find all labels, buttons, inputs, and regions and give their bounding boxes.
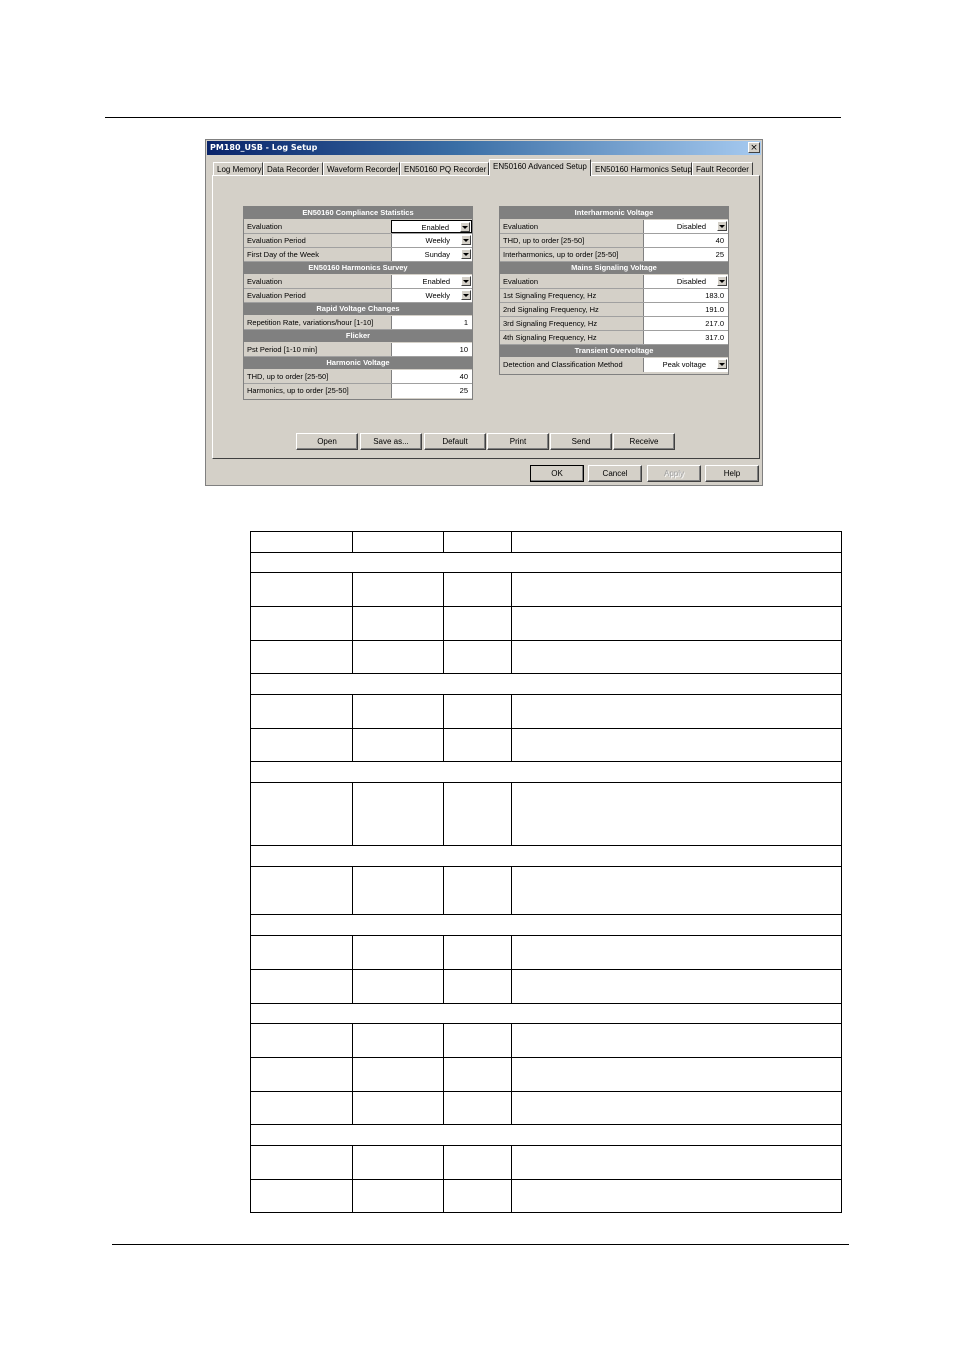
column-rule bbox=[511, 572, 512, 673]
table-rule bbox=[250, 1124, 842, 1125]
table-rule bbox=[250, 1023, 842, 1024]
select-value: Weekly bbox=[425, 291, 450, 300]
row-label: 4th Signaling Frequency, Hz bbox=[503, 333, 597, 342]
column-rule bbox=[511, 866, 512, 914]
save-as-button[interactable]: Save as... bbox=[360, 433, 422, 450]
column-rule bbox=[511, 782, 512, 845]
table-rule bbox=[250, 866, 842, 867]
signaling-freq-2-row bbox=[500, 303, 728, 317]
row-label: Repetition Rate, variations/hour [1-10] bbox=[247, 318, 374, 327]
select-value: Disabled bbox=[676, 222, 706, 231]
select-value: Weekly bbox=[425, 236, 450, 245]
column-rule bbox=[511, 935, 512, 1003]
interharmonic-thd-input[interactable]: 40 bbox=[643, 234, 728, 247]
column-rule bbox=[352, 866, 353, 914]
detection-method-select[interactable] bbox=[643, 358, 728, 372]
mains-signaling-header: Mains Signaling Voltage bbox=[500, 262, 728, 275]
table-rule bbox=[250, 1145, 842, 1146]
signaling-freq-3-row bbox=[500, 317, 728, 331]
column-rule bbox=[511, 1145, 512, 1213]
row-label: THD, up to order [25-50] bbox=[503, 236, 585, 245]
print-button[interactable]: Print bbox=[487, 433, 549, 450]
select-value: Enabled bbox=[422, 277, 450, 286]
tab-en50160-pq-recorder[interactable]: EN50160 PQ Recorder bbox=[400, 162, 489, 175]
default-button[interactable]: Default bbox=[424, 433, 486, 450]
column-rule bbox=[511, 531, 512, 552]
interharmonic-evaluation-row bbox=[500, 220, 728, 234]
tab-log-memory[interactable]: Log Memory bbox=[213, 162, 263, 175]
flicker-header: Flicker bbox=[244, 330, 472, 343]
interharmonic-evaluation-select[interactable] bbox=[643, 220, 728, 233]
first-day-row bbox=[244, 248, 472, 262]
ok-button[interactable]: OK bbox=[530, 465, 584, 482]
close-icon[interactable]: × bbox=[748, 142, 760, 153]
cancel-button[interactable]: Cancel bbox=[588, 465, 642, 482]
row-label: Harmonics, up to order [25-50] bbox=[247, 386, 349, 395]
table-rule bbox=[250, 552, 842, 553]
signaling-freq-2-input[interactable]: 191.0 bbox=[643, 303, 728, 316]
interharmonic-thd-row bbox=[500, 234, 728, 248]
send-button[interactable]: Send bbox=[550, 433, 612, 450]
table-rule bbox=[250, 606, 842, 607]
table-rule bbox=[250, 969, 842, 970]
table-rule bbox=[250, 761, 842, 762]
dropdown-arrow-icon[interactable] bbox=[717, 221, 727, 231]
row-label: Evaluation Period bbox=[247, 291, 306, 300]
right-settings-grid bbox=[499, 206, 729, 375]
row-label: Evaluation bbox=[503, 222, 539, 231]
open-button[interactable]: Open bbox=[296, 433, 358, 450]
select-value: Enabled bbox=[421, 223, 449, 232]
pst-period-row bbox=[244, 343, 472, 357]
compliance-period-row bbox=[244, 234, 472, 248]
signaling-freq-4-input[interactable]: 317.0 bbox=[643, 331, 728, 344]
dropdown-arrow-icon[interactable] bbox=[461, 276, 471, 286]
row-label: Interharmonics, up to order [25-50] bbox=[503, 250, 619, 259]
survey-evaluation-select[interactable] bbox=[391, 275, 472, 288]
mains-evaluation-select[interactable] bbox=[643, 275, 728, 288]
column-rule bbox=[352, 694, 353, 761]
first-day-select[interactable] bbox=[391, 248, 472, 261]
compliance-evaluation-row bbox=[244, 220, 472, 234]
column-rule bbox=[352, 782, 353, 845]
parameter-table bbox=[250, 531, 842, 1213]
table-rule bbox=[250, 1212, 842, 1213]
compliance-period-select[interactable] bbox=[391, 234, 472, 247]
column-rule bbox=[443, 782, 444, 845]
compliance-statistics-header: EN50160 Compliance Statistics bbox=[244, 207, 472, 220]
column-rule bbox=[511, 1023, 512, 1124]
thd-order-row bbox=[244, 370, 472, 384]
table-rule bbox=[250, 845, 842, 846]
row-label: Detection and Classification Method bbox=[503, 360, 623, 369]
survey-evaluation-row bbox=[244, 275, 472, 289]
receive-button[interactable]: Receive bbox=[613, 433, 675, 450]
row-label: First Day of the Week bbox=[247, 250, 319, 259]
column-rule bbox=[443, 866, 444, 914]
tab-en50160-harmonics-setup[interactable]: EN50160 Harmonics Setup bbox=[591, 162, 692, 175]
pst-period-input[interactable]: 10 bbox=[391, 343, 472, 356]
row-label: 3rd Signaling Frequency, Hz bbox=[503, 319, 598, 328]
table-rule bbox=[250, 1003, 842, 1004]
select-value: Sunday bbox=[424, 250, 450, 259]
repetition-rate-input[interactable]: 1 bbox=[391, 316, 472, 329]
column-rule bbox=[443, 1023, 444, 1124]
table-border bbox=[841, 531, 842, 1213]
table-rule bbox=[250, 728, 842, 729]
mains-evaluation-row bbox=[500, 275, 728, 289]
dropdown-arrow-icon[interactable] bbox=[460, 222, 470, 232]
column-rule bbox=[443, 531, 444, 552]
column-rule bbox=[352, 531, 353, 552]
transient-overvoltage-header: Transient Overvoltage bbox=[500, 345, 728, 358]
rapid-voltage-header: Rapid Voltage Changes bbox=[244, 303, 472, 316]
column-rule bbox=[443, 694, 444, 761]
tab-fault-recorder[interactable]: Fault Recorder bbox=[692, 162, 753, 175]
window-titlebar bbox=[207, 141, 761, 155]
table-rule bbox=[250, 1091, 842, 1092]
harmonic-voltage-header: Harmonic Voltage bbox=[244, 357, 472, 370]
table-rule bbox=[250, 673, 842, 674]
dropdown-arrow-icon[interactable] bbox=[717, 359, 727, 369]
dropdown-arrow-icon[interactable] bbox=[461, 235, 471, 245]
detection-method-row bbox=[500, 358, 728, 372]
column-rule bbox=[352, 1145, 353, 1213]
dropdown-arrow-icon[interactable] bbox=[717, 276, 727, 286]
dropdown-arrow-icon[interactable] bbox=[461, 290, 471, 300]
repetition-rate-row bbox=[244, 316, 472, 330]
interharmonic-header: Interharmonic Voltage bbox=[500, 207, 728, 220]
table-rule bbox=[250, 572, 842, 573]
row-label: Pst Period [1-10 min] bbox=[247, 345, 318, 354]
row-label: Evaluation bbox=[247, 277, 283, 286]
header-rule bbox=[105, 117, 841, 118]
interharmonics-order-row bbox=[500, 248, 728, 262]
table-rule bbox=[250, 694, 842, 695]
log-setup-dialog bbox=[205, 139, 763, 486]
row-label: THD, up to order [25-50] bbox=[247, 372, 329, 381]
row-label: 2nd Signaling Frequency, Hz bbox=[503, 305, 599, 314]
harmonics-order-input[interactable]: 25 bbox=[391, 384, 472, 398]
column-rule bbox=[352, 572, 353, 673]
survey-period-select[interactable] bbox=[391, 289, 472, 302]
tab-data-recorder[interactable]: Data Recorder bbox=[263, 162, 323, 175]
select-value: Peak voltage bbox=[662, 360, 706, 369]
signaling-freq-4-row bbox=[500, 331, 728, 345]
table-rule bbox=[250, 1057, 842, 1058]
table-rule bbox=[250, 914, 842, 915]
table-border bbox=[250, 531, 251, 1213]
harmonics-survey-header: EN50160 Harmonics Survey bbox=[244, 262, 472, 275]
table-rule bbox=[250, 935, 842, 936]
column-rule bbox=[443, 935, 444, 1003]
signaling-freq-1-row bbox=[500, 289, 728, 303]
help-button[interactable]: Help bbox=[705, 465, 759, 482]
tab-en50160-advanced-setup[interactable]: EN50160 Advanced Setup bbox=[489, 159, 591, 176]
column-rule bbox=[443, 572, 444, 673]
select-value: Disabled bbox=[676, 277, 706, 286]
compliance-evaluation-select[interactable] bbox=[391, 220, 472, 233]
tab-waveform-recorder[interactable]: Waveform Recorder bbox=[323, 162, 400, 175]
column-rule bbox=[352, 935, 353, 1003]
row-label: Evaluation bbox=[247, 222, 283, 231]
column-rule bbox=[511, 694, 512, 761]
row-label: Evaluation bbox=[503, 277, 539, 286]
advanced-setup-panel bbox=[212, 175, 760, 459]
interharmonics-order-input[interactable]: 25 bbox=[643, 248, 728, 261]
table-rule bbox=[250, 640, 842, 641]
left-settings-grid bbox=[243, 206, 473, 400]
column-rule bbox=[352, 1023, 353, 1124]
row-label: Evaluation Period bbox=[247, 236, 306, 245]
window-title: PM180_USB - Log Setup bbox=[210, 143, 318, 152]
thd-order-input[interactable]: 40 bbox=[391, 370, 472, 383]
signaling-freq-3-input[interactable]: 217.0 bbox=[643, 317, 728, 330]
harmonics-order-row bbox=[244, 384, 472, 398]
row-label: 1st Signaling Frequency, Hz bbox=[503, 291, 597, 300]
table-rule bbox=[250, 531, 842, 532]
signaling-freq-1-input[interactable]: 183.0 bbox=[643, 289, 728, 302]
footer-rule bbox=[112, 1244, 849, 1245]
table-rule bbox=[250, 782, 842, 783]
dropdown-arrow-icon[interactable] bbox=[461, 249, 471, 259]
survey-period-row bbox=[244, 289, 472, 303]
table-rule bbox=[250, 1179, 842, 1180]
apply-button[interactable]: Apply bbox=[647, 465, 701, 482]
column-rule bbox=[443, 1145, 444, 1213]
